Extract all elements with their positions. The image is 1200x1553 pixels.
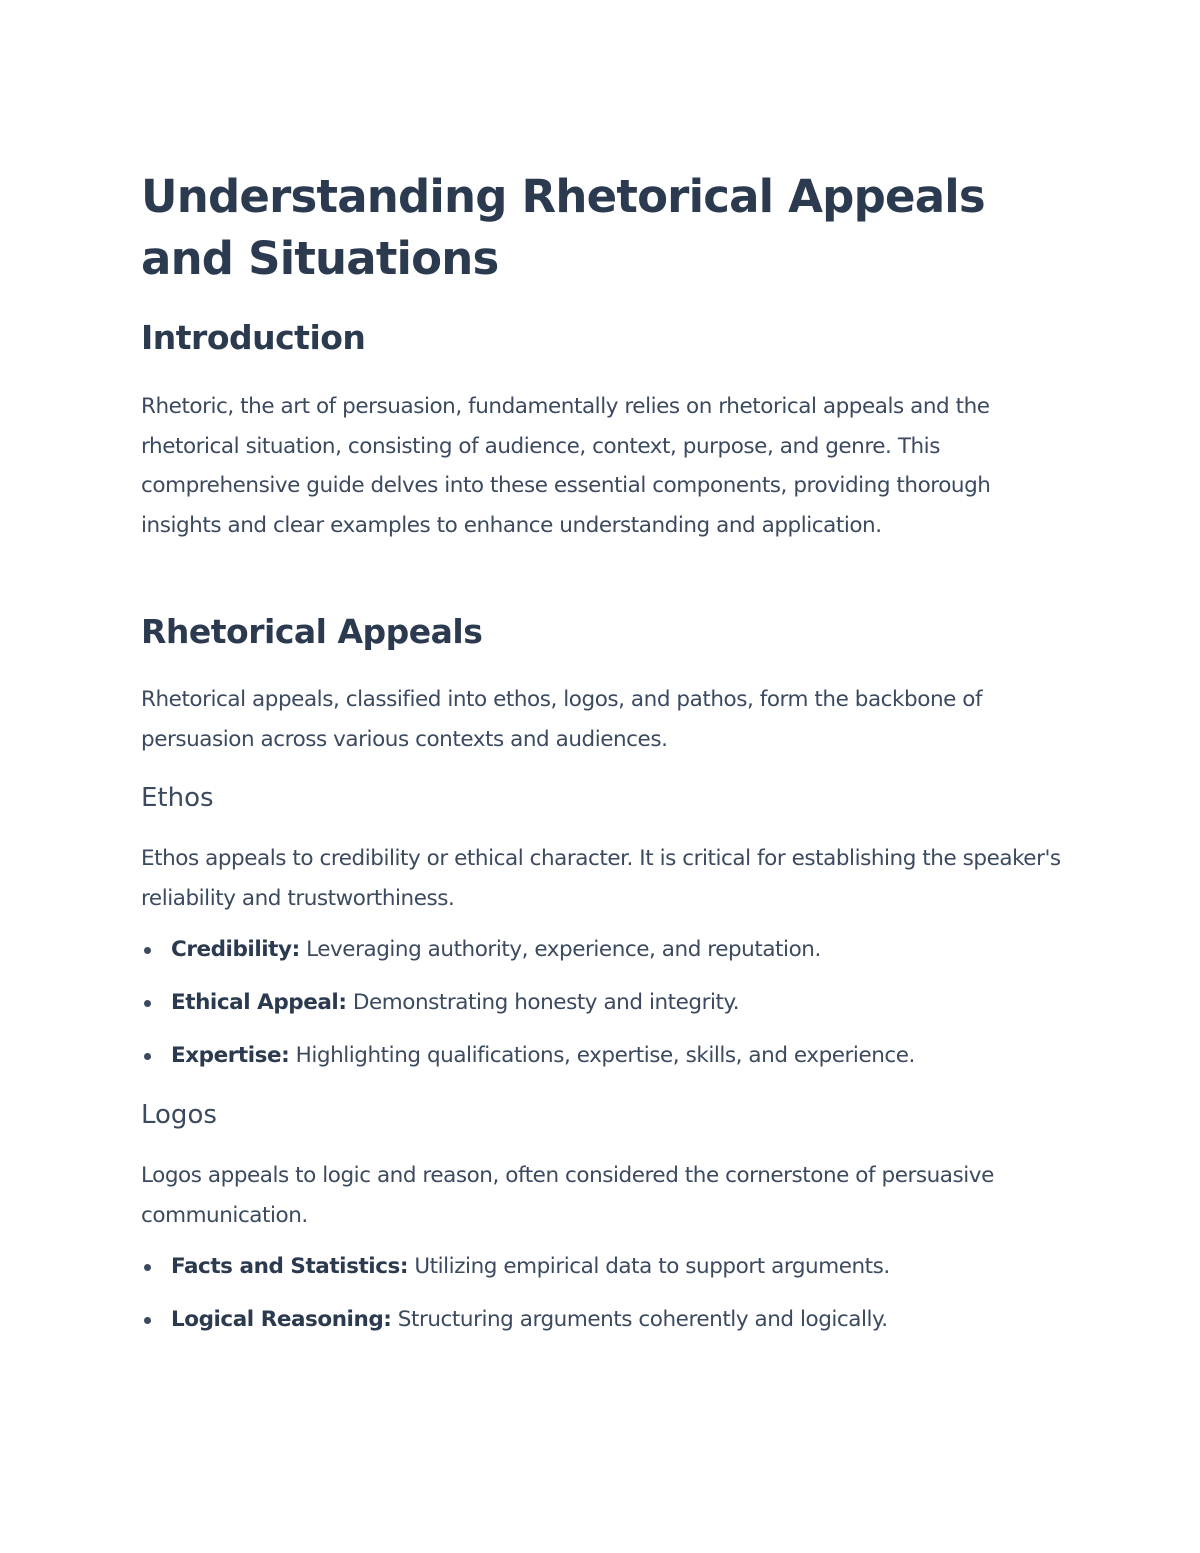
list-item <box>141 932 1061 985</box>
ethos-heading: Ethos <box>141 783 214 813</box>
bullet-text: Demonstrating honesty and integrity. <box>346 990 740 1015</box>
rhetorical-appeals-paragraph: Rhetorical appeals, classified into ethos, logos, and pathos, form the backbone of persuasion across various contexts and audiences. <box>141 687 983 752</box>
list-item <box>141 985 1061 1038</box>
bullet-icon <box>144 1317 151 1324</box>
logos-bullet-list <box>141 1249 1061 1355</box>
bullet-term: Logical Reasoning: <box>171 1307 392 1332</box>
bullet-text: Leveraging authority, experience, and reputation. <box>299 937 821 962</box>
list-item <box>141 1249 1061 1302</box>
bullet-term: Facts and Statistics: <box>171 1254 408 1279</box>
logos-paragraph: Logos appeals to logic and reason, often considered the cornerstone of persuasive communication. <box>141 1163 994 1228</box>
bullet-term: Credibility: <box>171 937 300 962</box>
introduction-paragraph: Rhetoric, the art of persuasion, fundamentally relies on rhetorical appeals and the rhetorical situation, consisting of audience, context, purpose, and genre. This comprehensive guide delves into these essential components, providing thorough insights and clear examples to enhance understanding and application. <box>141 394 991 538</box>
bullet-text: Structuring arguments coherently and logically. <box>391 1307 888 1332</box>
logos-heading: Logos <box>141 1100 217 1130</box>
bullet-term: Ethical Appeal: <box>171 990 347 1015</box>
bullet-term: Expertise: <box>171 1043 290 1068</box>
document-title: Understanding Rhetorical Appeals and Situations <box>141 170 985 285</box>
bullet-icon <box>144 947 151 954</box>
ethos-bullet-list <box>141 932 1061 1091</box>
introduction-heading: Introduction <box>141 318 366 357</box>
bullet-text: Utilizing empirical data to support arguments. <box>407 1254 890 1279</box>
bullet-icon <box>144 1000 151 1007</box>
list-item <box>141 1302 1061 1355</box>
bullet-icon <box>144 1053 151 1060</box>
rhetorical-appeals-heading: Rhetorical Appeals <box>141 612 483 651</box>
bullet-text: Highlighting qualifications, expertise, skills, and experience. <box>289 1043 915 1068</box>
list-item <box>141 1038 1061 1091</box>
ethos-paragraph: Ethos appeals to credibility or ethical character. It is critical for establishing the speaker's reliability and trustworthiness. <box>141 846 1061 911</box>
bullet-icon <box>144 1264 151 1271</box>
